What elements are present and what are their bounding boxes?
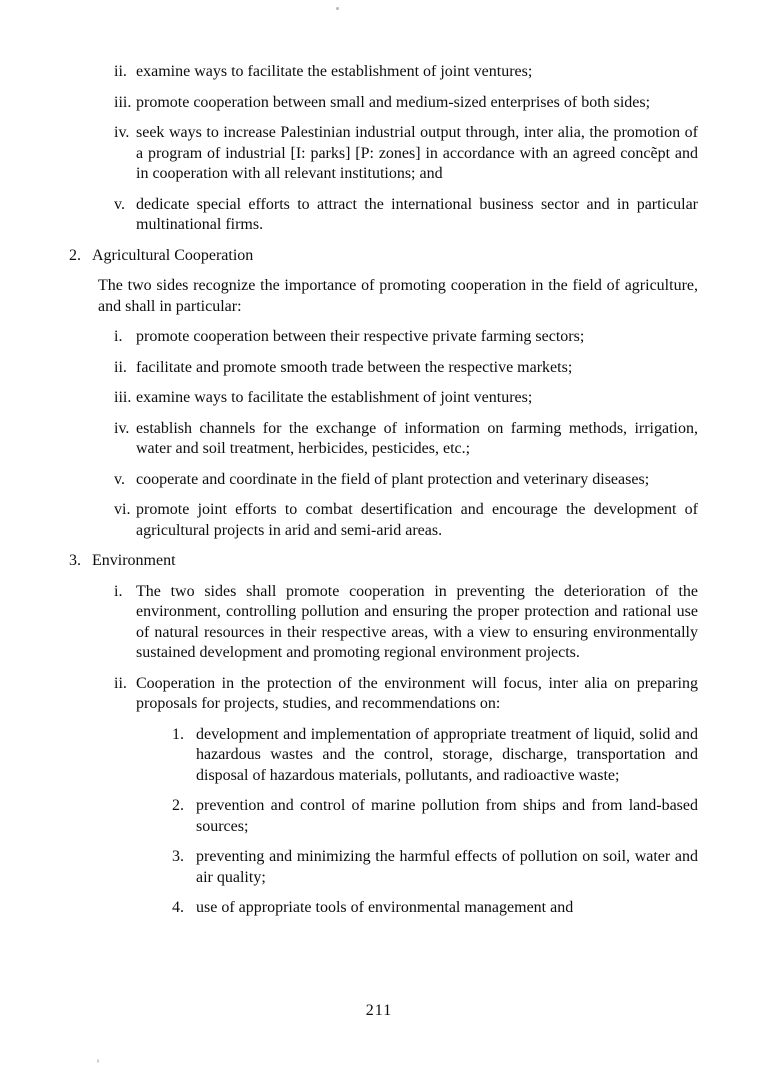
section-number: 3. xyxy=(69,552,81,569)
section-heading xyxy=(0,551,698,572)
page-number: 211 xyxy=(365,1002,393,1019)
list-item-marker: iv. xyxy=(114,124,130,141)
list-item xyxy=(0,470,698,491)
section-number: 2. xyxy=(69,246,81,264)
list-item xyxy=(0,582,698,664)
list-item-marker: 3. xyxy=(172,848,184,865)
list-item xyxy=(0,62,698,83)
list-item xyxy=(0,500,698,541)
list-item-marker: v. xyxy=(114,195,125,213)
paragraph xyxy=(0,276,698,317)
list-item xyxy=(0,796,698,837)
list-item-text: establish channels for the exchange of information on farming methods, irrigation, water and soil treatment, herbicides, pesticides, etc.; xyxy=(136,419,698,457)
list-item-text: preventing and minimizing the harmful effects of pollution on soil, water and air quality; xyxy=(196,848,698,886)
list-item xyxy=(0,725,698,787)
list-item-marker: i. xyxy=(114,328,123,345)
list-item-marker: 4. xyxy=(172,899,184,916)
list-item-text: The two sides shall promote cooperation in preventing the deterioration of the environment, controlling pollution and ensuring the proper protection and rational use of natural resources in their respective areas, with a view to ensuring environmentally sustained development and promoting regional environment projects. xyxy=(136,582,698,661)
section-heading xyxy=(0,246,698,267)
list-item-text: examine ways to facilitate the establishment of joint ventures; xyxy=(136,63,533,80)
list-item-marker: iv. xyxy=(114,419,130,437)
list-item-marker: 1. xyxy=(172,725,184,743)
list-item-text: seek ways to increase Palestinian industrial output through, inter alia, the promotion of a program of industrial [I: parks] [P: zones] in accordance with an agreed concẽpt and in cooperation with all relevant institutions; and xyxy=(136,124,698,182)
scan-speck xyxy=(97,1059,99,1063)
list-item-marker: iii. xyxy=(114,93,132,111)
list-item-marker: iii. xyxy=(114,389,132,406)
list-item-text: development and implementation of appropriate treatment of liquid, solid and hazardous wastes and the control, storage, discharge, transportation and disposal of hazardous materials, pollutants, and radioactive waste; xyxy=(196,725,698,784)
list-item-marker: v. xyxy=(114,470,125,488)
section-title: Agricultural Cooperation xyxy=(92,246,254,264)
paragraph-text: The two sides recognize the importance of promoting cooperation in the field of agriculture, and shall in particular: xyxy=(98,277,698,315)
list-item-text: examine ways to facilitate the establishment of joint ventures; xyxy=(136,389,533,406)
list-item-text: promote cooperation between their respective private farming sectors; xyxy=(136,328,585,345)
list-item-text: Cooperation in the protection of the environment will focus, inter alia on preparing proposals for projects, studies, and recommendations on: xyxy=(136,674,698,712)
list-item xyxy=(0,674,698,715)
list-item-text: promote joint efforts to combat desertification and encourage the development of agricultural projects in arid and semi-arid areas. xyxy=(136,501,698,539)
list-item-marker: ii. xyxy=(114,674,127,692)
list-item-text: dedicate special efforts to attract the international business sector and in particular multinational firms. xyxy=(136,195,698,233)
list-item-marker: vi. xyxy=(114,501,131,518)
list-item xyxy=(0,847,698,888)
list-item-text: promote cooperation between small and medium-sized enterprises of both sides; xyxy=(136,93,651,111)
scan-speck xyxy=(336,7,339,10)
list-item xyxy=(0,123,698,185)
section-title: Environment xyxy=(92,552,176,569)
list-item xyxy=(0,419,698,460)
list-item xyxy=(0,93,698,114)
list-item-marker: ii. xyxy=(114,63,127,80)
list-item-text: cooperate and coordinate in the field of plant protection and veterinary diseases; xyxy=(136,470,650,488)
list-item-marker: 2. xyxy=(172,797,184,814)
list-item-text: facilitate and promote smooth trade between the respective markets; xyxy=(136,358,573,376)
document-content xyxy=(0,62,698,919)
list-item-text: use of appropriate tools of environmental management and xyxy=(196,899,574,916)
list-item-marker: i. xyxy=(114,582,123,600)
list-item xyxy=(0,358,698,379)
list-item xyxy=(0,898,698,919)
list-item-marker: ii. xyxy=(114,358,127,376)
list-item-text: prevention and control of marine pollution from ships and from land-based sources; xyxy=(196,797,698,835)
list-item xyxy=(0,388,698,409)
list-item xyxy=(0,195,698,236)
list-item xyxy=(0,327,698,348)
